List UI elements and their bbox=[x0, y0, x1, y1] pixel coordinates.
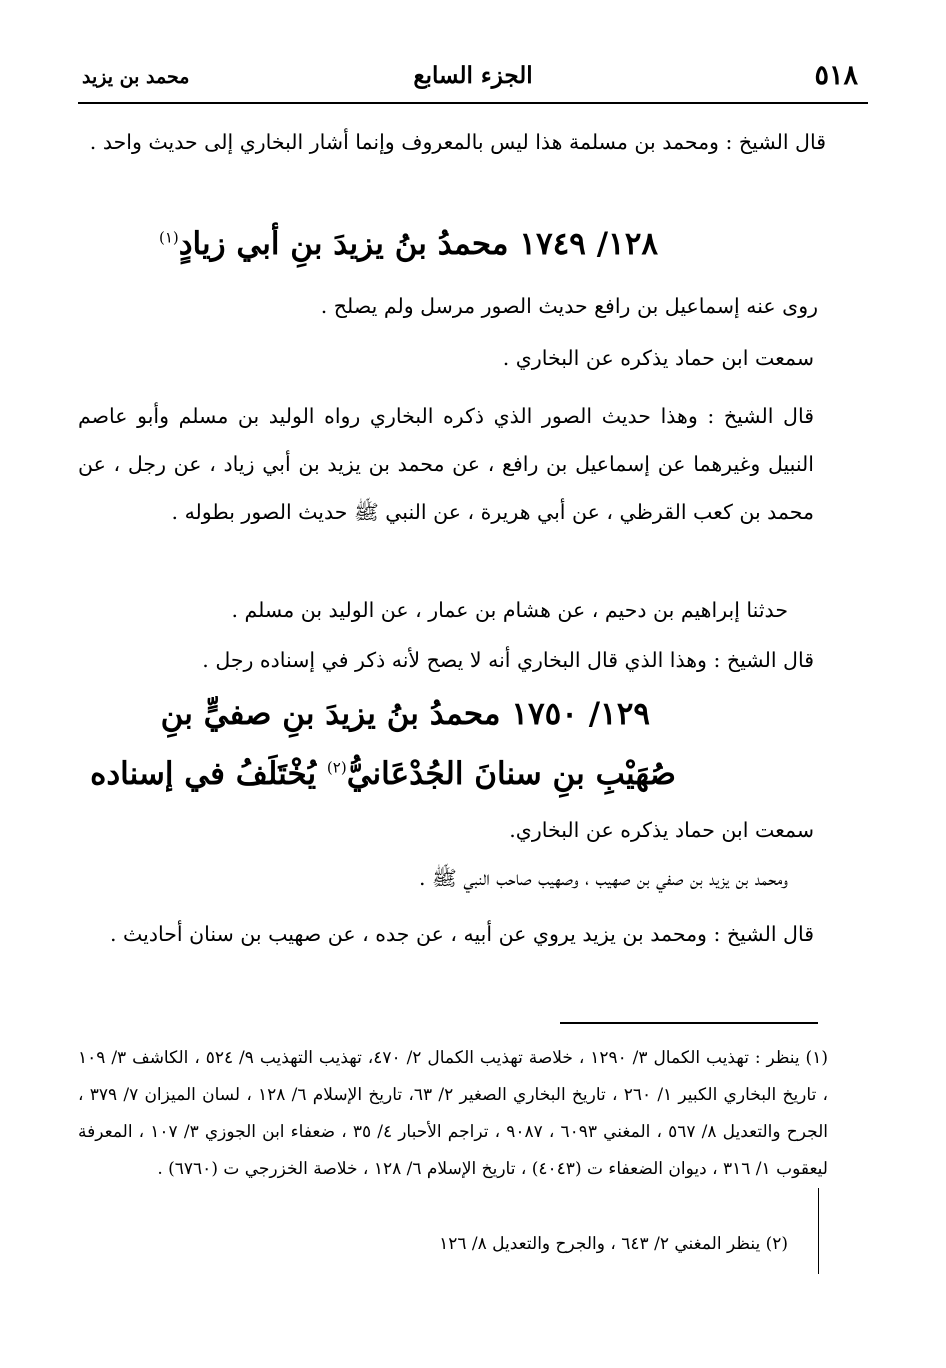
footnote-ref-1: (١) bbox=[158, 228, 179, 247]
footnote-1: (١) ينظر : تهذيب الكمال ٣/ ١٢٩٠ ، خلاصة تهذيب الكمال ٢/ ٤٧٠، تهذيب التهذيب ٩/ ٥٢٤ ، الكاشف ٣/ ١٠٩ ، تاريخ البخاري الكبير ١/ ٢٦٠ ، تاريخ البخاري الصغير ٢/ ٦٣، تاريخ الإسلام ٦/ ١٢٨ ، لسان الميزان ٧/ ٣٧٩ ، الجرح والتعديل ٨/ ٥٦٧ ، المغني ٦٠٩٣ ، ٩٠٨٧ ، تراجم الأحبار ٤/ ٣٥ ، ضعفاء ابن الجوزي ٣/ ١٠٧ ، المعرفة ليعقوب ١/ ٣١٦ ، ديوان الضعفاء ت (٤٠٤٣) ، تاريخ الإسلام ٦/ ١٢٨ ، خلاصة الخزرجي ت (٦٧٦٠) . bbox=[78, 1048, 829, 1179]
page-number: ٥١٨ bbox=[814, 60, 858, 91]
entry-1-heading bbox=[159, 226, 658, 262]
footnote-separator bbox=[560, 1022, 818, 1024]
paragraph-2: روى عنه إسماعيل بن رافع حديث الصور مرسل ولم يصلح . bbox=[320, 294, 818, 318]
paragraph-7: سمعت ابن حماد يذكره عن البخاري. bbox=[509, 818, 814, 842]
paragraph-3: سمعت ابن حماد يذكره عن البخاري . bbox=[502, 346, 814, 370]
paragraph-9: قال الشيخ : ومحمد بن يزيد يروي عن أبيه ، عن جده ، عن صهيب بن سنان أحاديث . bbox=[109, 922, 814, 946]
page-header bbox=[78, 58, 868, 104]
paragraph-5: حدثنا إبراهيم بن دحيم ، عن هشام بن عمار ، عن الوليد بن مسلم . bbox=[231, 598, 788, 622]
entry-2-heading-line-1: ١٢٩/ ١٧٥٠ محمدُ بنُ يزيدَ بنِ صفيٍّ بنِ bbox=[160, 696, 650, 732]
footnote-ref-2: (٢) bbox=[326, 758, 347, 777]
entry-2-heading-line-2 bbox=[90, 756, 676, 792]
running-title: محمد بن يزيد bbox=[82, 66, 190, 88]
volume-title: الجزء السابع bbox=[413, 62, 533, 89]
entry-1-title: ١٢٨/ ١٧٤٩ محمدُ بنُ يزيدَ بنِ أبي زيادٍ bbox=[178, 226, 658, 262]
paragraph-6: قال الشيخ : وهذا الذي قال البخاري أنه لا يصح لأنه ذكر في إسناده رجل . bbox=[202, 648, 814, 672]
entry-2-name: صُهَيْبِ بنِ سنانَ الجُدْعَانيُّ bbox=[346, 756, 676, 792]
entry-2-note: يُخْتَلَفُ في إسناده bbox=[90, 756, 317, 792]
paragraph-4: قال الشيخ : وهذا حديث الصور الذي ذكره البخاري رواه الوليد بن مسلم وأبو عاصم النبيل وغيرهما عن إسماعيل بن رافع ، عن محمد بن يزيد بن أبي زياد ، عن رجل ، عن محمد بن كعب القرظي ، عن أبي هريرة ، عن النبي ﷺ حديث الصور بطوله . bbox=[78, 404, 814, 524]
paragraph-1: قال الشيخ : ومحمد بن مسلمة هذا ليس بالمعروف وإنما أشار البخاري إلى حديث واحد . bbox=[89, 130, 826, 154]
scan-margin-line bbox=[818, 1188, 819, 1274]
footnote-2: (٢) ينظر المغني ٢/ ٦٤٣ ، والجرح والتعديل ٨/ ١٢٦ bbox=[439, 1234, 788, 1254]
paragraph-8: ومحمد بن يزيد بن صفي بن صهيب ، وصهيب صاحب النبي ﷺ . bbox=[419, 866, 788, 890]
